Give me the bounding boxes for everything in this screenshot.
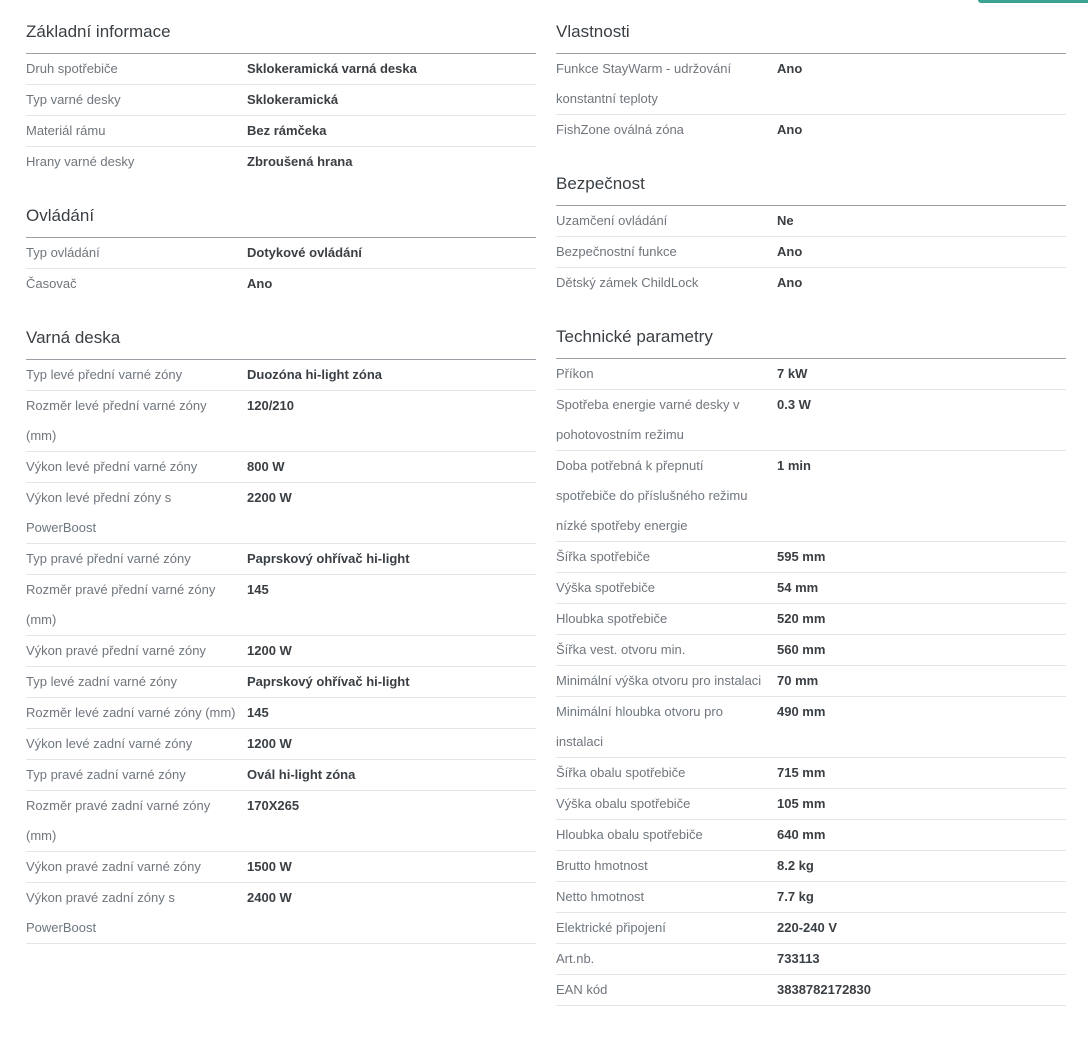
spec-label: Brutto hmotnost xyxy=(556,858,648,873)
spec-row xyxy=(26,760,536,791)
spec-label: Typ levé zadní varné zóny xyxy=(26,674,178,689)
spec-label: Výkon pravé přední varné zóny xyxy=(26,643,206,658)
section-title: Vlastnosti xyxy=(556,0,1066,54)
left-column xyxy=(26,0,536,944)
spec-label: Typ varné desky xyxy=(26,92,121,107)
spec-value: Zbroušená hrana xyxy=(247,154,353,169)
spec-label: Příkon xyxy=(556,366,594,381)
spec-value: 2200 W xyxy=(247,490,292,505)
spec-label: Šířka obalu spotřebiče xyxy=(556,765,686,780)
spec-row xyxy=(556,115,1066,145)
spec-row xyxy=(26,883,536,944)
spec-row xyxy=(556,451,1066,542)
spec-value: Ne xyxy=(777,213,794,228)
spec-row xyxy=(556,758,1066,789)
spec-row xyxy=(26,147,536,177)
section-title: Ovládání xyxy=(26,184,536,238)
spec-label: Minimální hloubka otvoru pro instalaci xyxy=(556,704,723,749)
spec-row xyxy=(556,268,1066,298)
spec-label: Elektrické připojení xyxy=(556,920,666,935)
spec-value: Ano xyxy=(777,122,803,137)
spec-label: Materiál rámu xyxy=(26,123,106,138)
section-title: Základní informace xyxy=(26,0,536,54)
spec-value: Dotykové ovládání xyxy=(247,245,362,260)
section-bezpecnost xyxy=(556,152,1066,298)
spec-label: Časovač xyxy=(26,276,77,291)
spec-label: Netto hmotnost xyxy=(556,889,645,904)
right-column xyxy=(556,0,1066,1006)
spec-label: Dětský zámek ChildLock xyxy=(556,275,699,290)
section-title: Varná deska xyxy=(26,306,536,360)
spec-label: Šířka spotřebiče xyxy=(556,549,650,564)
spec-row xyxy=(556,789,1066,820)
spec-row xyxy=(556,851,1066,882)
spec-row xyxy=(26,54,536,85)
spec-value: 1200 W xyxy=(247,643,292,658)
spec-label: FishZone oválná zóna xyxy=(556,122,684,137)
spec-row xyxy=(26,391,536,452)
spec-value: 800 W xyxy=(247,459,285,474)
spec-value: 105 mm xyxy=(777,796,826,811)
spec-row xyxy=(26,729,536,760)
spec-value: Sklokeramická xyxy=(247,92,339,107)
spec-row xyxy=(556,697,1066,758)
spec-row xyxy=(556,666,1066,697)
spec-value: 170X265 xyxy=(247,798,300,813)
spec-value: Ano xyxy=(777,244,803,259)
spec-value: 595 mm xyxy=(777,549,826,564)
spec-label: Hloubka spotřebiče xyxy=(556,611,668,626)
section-title: Technické parametry xyxy=(556,305,1066,359)
spec-value: Bez rámčeka xyxy=(247,123,327,138)
section-zakladni-informace xyxy=(26,0,536,177)
spec-value: 0.3 W xyxy=(777,397,811,412)
spec-label: Šířka vest. otvoru min. xyxy=(556,642,686,657)
spec-row xyxy=(556,604,1066,635)
spec-label: Výkon pravé zadní zóny s PowerBoost xyxy=(26,890,175,935)
spec-label: Typ pravé přední varné zóny xyxy=(26,551,191,566)
spec-row xyxy=(26,452,536,483)
spec-label: Hrany varné desky xyxy=(26,154,135,169)
spec-row xyxy=(26,116,536,147)
spec-row xyxy=(556,206,1066,237)
spec-value: 1200 W xyxy=(247,736,292,751)
spec-value: 8.2 kg xyxy=(777,858,814,873)
spec-label: EAN kód xyxy=(556,982,608,997)
spec-value: Ovál hi-light zóna xyxy=(247,767,356,782)
spec-label: Výška spotřebiče xyxy=(556,580,655,595)
spec-value: Paprskový ohřívač hi-light xyxy=(247,674,410,689)
spec-row xyxy=(26,360,536,391)
spec-label: Typ levé přední varné zóny xyxy=(26,367,183,382)
spec-value: 145 xyxy=(247,705,269,720)
spec-row xyxy=(26,238,536,269)
spec-row xyxy=(26,575,536,636)
spec-value: 1 min xyxy=(777,458,811,473)
spec-label: Funkce StayWarm - udržování konstantní teploty xyxy=(556,61,732,106)
spec-value: Ano xyxy=(777,61,803,76)
spec-label: Bezpečnostní funkce xyxy=(556,244,677,259)
spec-value: Ano xyxy=(247,276,273,291)
spec-value: 7.7 kg xyxy=(777,889,814,904)
spec-row xyxy=(556,573,1066,604)
spec-row xyxy=(26,544,536,575)
spec-label: Rozměr pravé zadní varné zóny (mm) xyxy=(26,798,211,843)
spec-label: Rozměr pravé přední varné zóny (mm) xyxy=(26,582,216,627)
spec-value: Paprskový ohřívač hi-light xyxy=(247,551,410,566)
spec-label: Rozměr levé přední varné zóny (mm) xyxy=(26,398,207,443)
section-vlastnosti xyxy=(556,0,1066,145)
spec-value: Duozóna hi-light zóna xyxy=(247,367,383,382)
spec-value: 1500 W xyxy=(247,859,292,874)
spec-row xyxy=(556,390,1066,451)
spec-row xyxy=(26,667,536,698)
spec-label: Spotřeba energie varné desky v pohotovostním režimu xyxy=(556,397,740,442)
spec-row xyxy=(26,85,536,116)
spec-value: 560 mm xyxy=(777,642,826,657)
spec-row xyxy=(556,359,1066,390)
section-ovladani xyxy=(26,184,536,299)
spec-row xyxy=(556,882,1066,913)
spec-label: Typ pravé zadní varné zóny xyxy=(26,767,186,782)
spec-value: 70 mm xyxy=(777,673,819,688)
spec-label: Výkon levé přední zóny s PowerBoost xyxy=(26,490,172,535)
spec-value: 490 mm xyxy=(777,704,826,719)
spec-label: Výkon pravé zadní varné zóny xyxy=(26,859,201,874)
spec-row xyxy=(556,237,1066,268)
spec-row xyxy=(556,975,1066,1006)
spec-label: Hloubka obalu spotřebiče xyxy=(556,827,703,842)
spec-row xyxy=(556,54,1066,115)
section-varna-deska xyxy=(26,306,536,944)
spec-value: 54 mm xyxy=(777,580,819,595)
spec-row xyxy=(556,542,1066,573)
spec-row xyxy=(556,635,1066,666)
spec-value: Ano xyxy=(777,275,803,290)
spec-value: 520 mm xyxy=(777,611,826,626)
spec-label: Druh spotřebiče xyxy=(26,61,118,76)
section-title: Bezpečnost xyxy=(556,152,1066,206)
spec-value: 120/210 xyxy=(247,398,294,413)
spec-value: 715 mm xyxy=(777,765,826,780)
spec-value: Sklokeramická varná deska xyxy=(247,61,417,76)
spec-row xyxy=(556,913,1066,944)
spec-value: 7 kW xyxy=(777,366,808,381)
spec-row xyxy=(26,483,536,544)
spec-value: 220-240 V xyxy=(777,920,837,935)
spec-label: Výška obalu spotřebiče xyxy=(556,796,691,811)
spec-value: 733113 xyxy=(777,951,820,966)
spec-value: 3838782172830 xyxy=(777,982,871,997)
spec-value: 145 xyxy=(247,582,269,597)
spec-label: Doba potřebná k přepnutí spotřebiče do příslušného režimu nízké spotřeby energie xyxy=(556,458,748,533)
spec-row xyxy=(26,852,536,883)
spec-value: 2400 W xyxy=(247,890,292,905)
spec-row xyxy=(26,269,536,299)
spec-row xyxy=(26,698,536,729)
spec-label: Typ ovládání xyxy=(26,245,100,260)
spec-label: Art.nb. xyxy=(556,951,595,966)
spec-label: Výkon levé přední varné zóny xyxy=(26,459,198,474)
section-technicke-parametry xyxy=(556,305,1066,1006)
spec-label: Uzamčení ovládání xyxy=(556,213,668,228)
spec-value: 640 mm xyxy=(777,827,826,842)
spec-label: Výkon levé zadní varné zóny xyxy=(26,736,193,751)
spec-row xyxy=(556,820,1066,851)
spec-row xyxy=(556,944,1066,975)
spec-row xyxy=(26,791,536,852)
spec-row xyxy=(26,636,536,667)
spec-label: Minimální výška otvoru pro instalaci xyxy=(556,673,762,688)
spec-label: Rozměr levé zadní varné zóny (mm) xyxy=(26,705,236,720)
